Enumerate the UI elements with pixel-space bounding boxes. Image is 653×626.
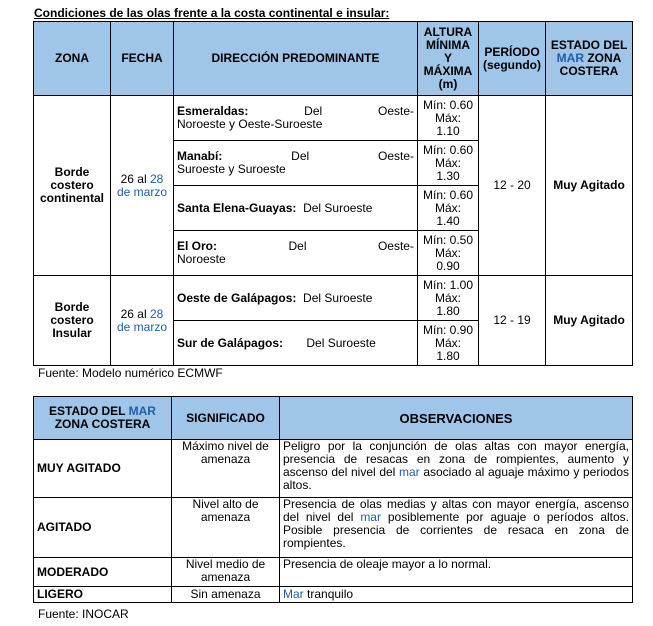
table-row — [34, 498, 633, 558]
estado-cell: MUY AGITADO — [34, 440, 172, 498]
altura-cell: Mín: 0.90 Máx: 1.80 — [418, 321, 479, 366]
direccion-cell: Oeste de Galápagos: Del Suroeste — [174, 276, 418, 321]
observaciones-cell: Peligro por la conjunción de olas altas con mayor energía, presencia de resacas en zona de rompientes, aumento y ascenso del nivel del mar asociado al aguaje máximo y periodos altos. — [280, 440, 633, 498]
direccion-cell: Manabí: Del Oeste- Suroeste y Suroeste — [174, 141, 418, 186]
zona-cell: Borde costero continental — [34, 96, 111, 276]
significado-cell: Nivel alto de amenaza — [172, 498, 280, 558]
significado-cell: Sin amenaza — [172, 587, 280, 603]
header-periodo: PERÍODO (segundo) — [479, 22, 546, 96]
estado-cell: LIGERO — [34, 587, 172, 603]
source-note-1: Fuente: Modelo numérico ECMWF — [38, 366, 223, 380]
source-note-2: Fuente: INOCAR — [38, 607, 129, 621]
header-direccion: DIRECCIÓN PREDOMINANTE — [174, 22, 418, 96]
direccion-cell: Sur de Galápagos: Del Suroeste — [174, 321, 418, 366]
fecha-cell: 26 al 28 de marzo — [111, 96, 174, 276]
direccion-cell: Esmeraldas: Del Oeste- Noroeste y Oeste-Suroeste — [174, 96, 418, 141]
altura-cell: Mín: 1.00 Máx: 1.80 — [418, 276, 479, 321]
page-title: Condiciones de las olas frente a la costa continental e insular: — [34, 6, 390, 20]
table-row — [34, 587, 633, 603]
altura-cell: Mín: 0.60 Máx: 1.40 — [418, 186, 479, 231]
table-row — [34, 440, 633, 498]
header-estado: ESTADO DEL MAR ZONA COSTERA — [34, 397, 172, 440]
altura-cell: Mín: 0.60 Máx: 1.30 — [418, 141, 479, 186]
header-significado: SIGNIFICADO — [172, 397, 280, 440]
sea-state-table — [33, 396, 633, 603]
estado-cell: MODERADO — [34, 558, 172, 587]
header-zona: ZONA — [34, 22, 111, 96]
altura-cell: Mín: 0.50 Máx: 0.90 — [418, 231, 479, 276]
estado-cell: AGITADO — [34, 498, 172, 558]
observaciones-cell: Mar tranquilo — [280, 587, 633, 603]
significado-cell: Nivel medio de amenaza — [172, 558, 280, 587]
estado-cell: Muy Agitado — [546, 96, 633, 276]
direccion-cell: El Oro: Del Oeste- Noroeste — [174, 231, 418, 276]
direccion-cell: Santa Elena-Guayas: Del Suroeste — [174, 186, 418, 231]
periodo-cell: 12 - 19 — [479, 276, 546, 366]
wave-conditions-table — [33, 21, 633, 366]
observaciones-cell: Presencia de oleaje mayor a lo normal. — [280, 558, 633, 587]
periodo-cell: 12 - 20 — [479, 96, 546, 276]
header-fecha: FECHA — [111, 22, 174, 96]
fecha-cell: 26 al 28 de marzo — [111, 276, 174, 366]
table-row — [34, 276, 633, 321]
header-observaciones: OBSERVACIONES — [280, 397, 633, 440]
significado-cell: Máximo nivel de amenaza — [172, 440, 280, 498]
header-estado: ESTADO DEL MAR ZONA COSTERA — [546, 22, 633, 96]
estado-cell: Muy Agitado — [546, 276, 633, 366]
table-row — [34, 96, 633, 141]
altura-cell: Mín: 0.60 Máx: 1.10 — [418, 96, 479, 141]
table-row — [34, 558, 633, 587]
header-altura: ALTURA MÍNIMA Y MÁXIMA (m) — [418, 22, 479, 96]
observaciones-cell: Presencia de olas medias y altas con mayor energía, ascenso del nivel del mar posiblemente por aguaje o períodos altos. Posible presencia de corrientes de resaca en zona de rompientes. — [280, 498, 633, 558]
zona-cell: Borde costero Insular — [34, 276, 111, 366]
